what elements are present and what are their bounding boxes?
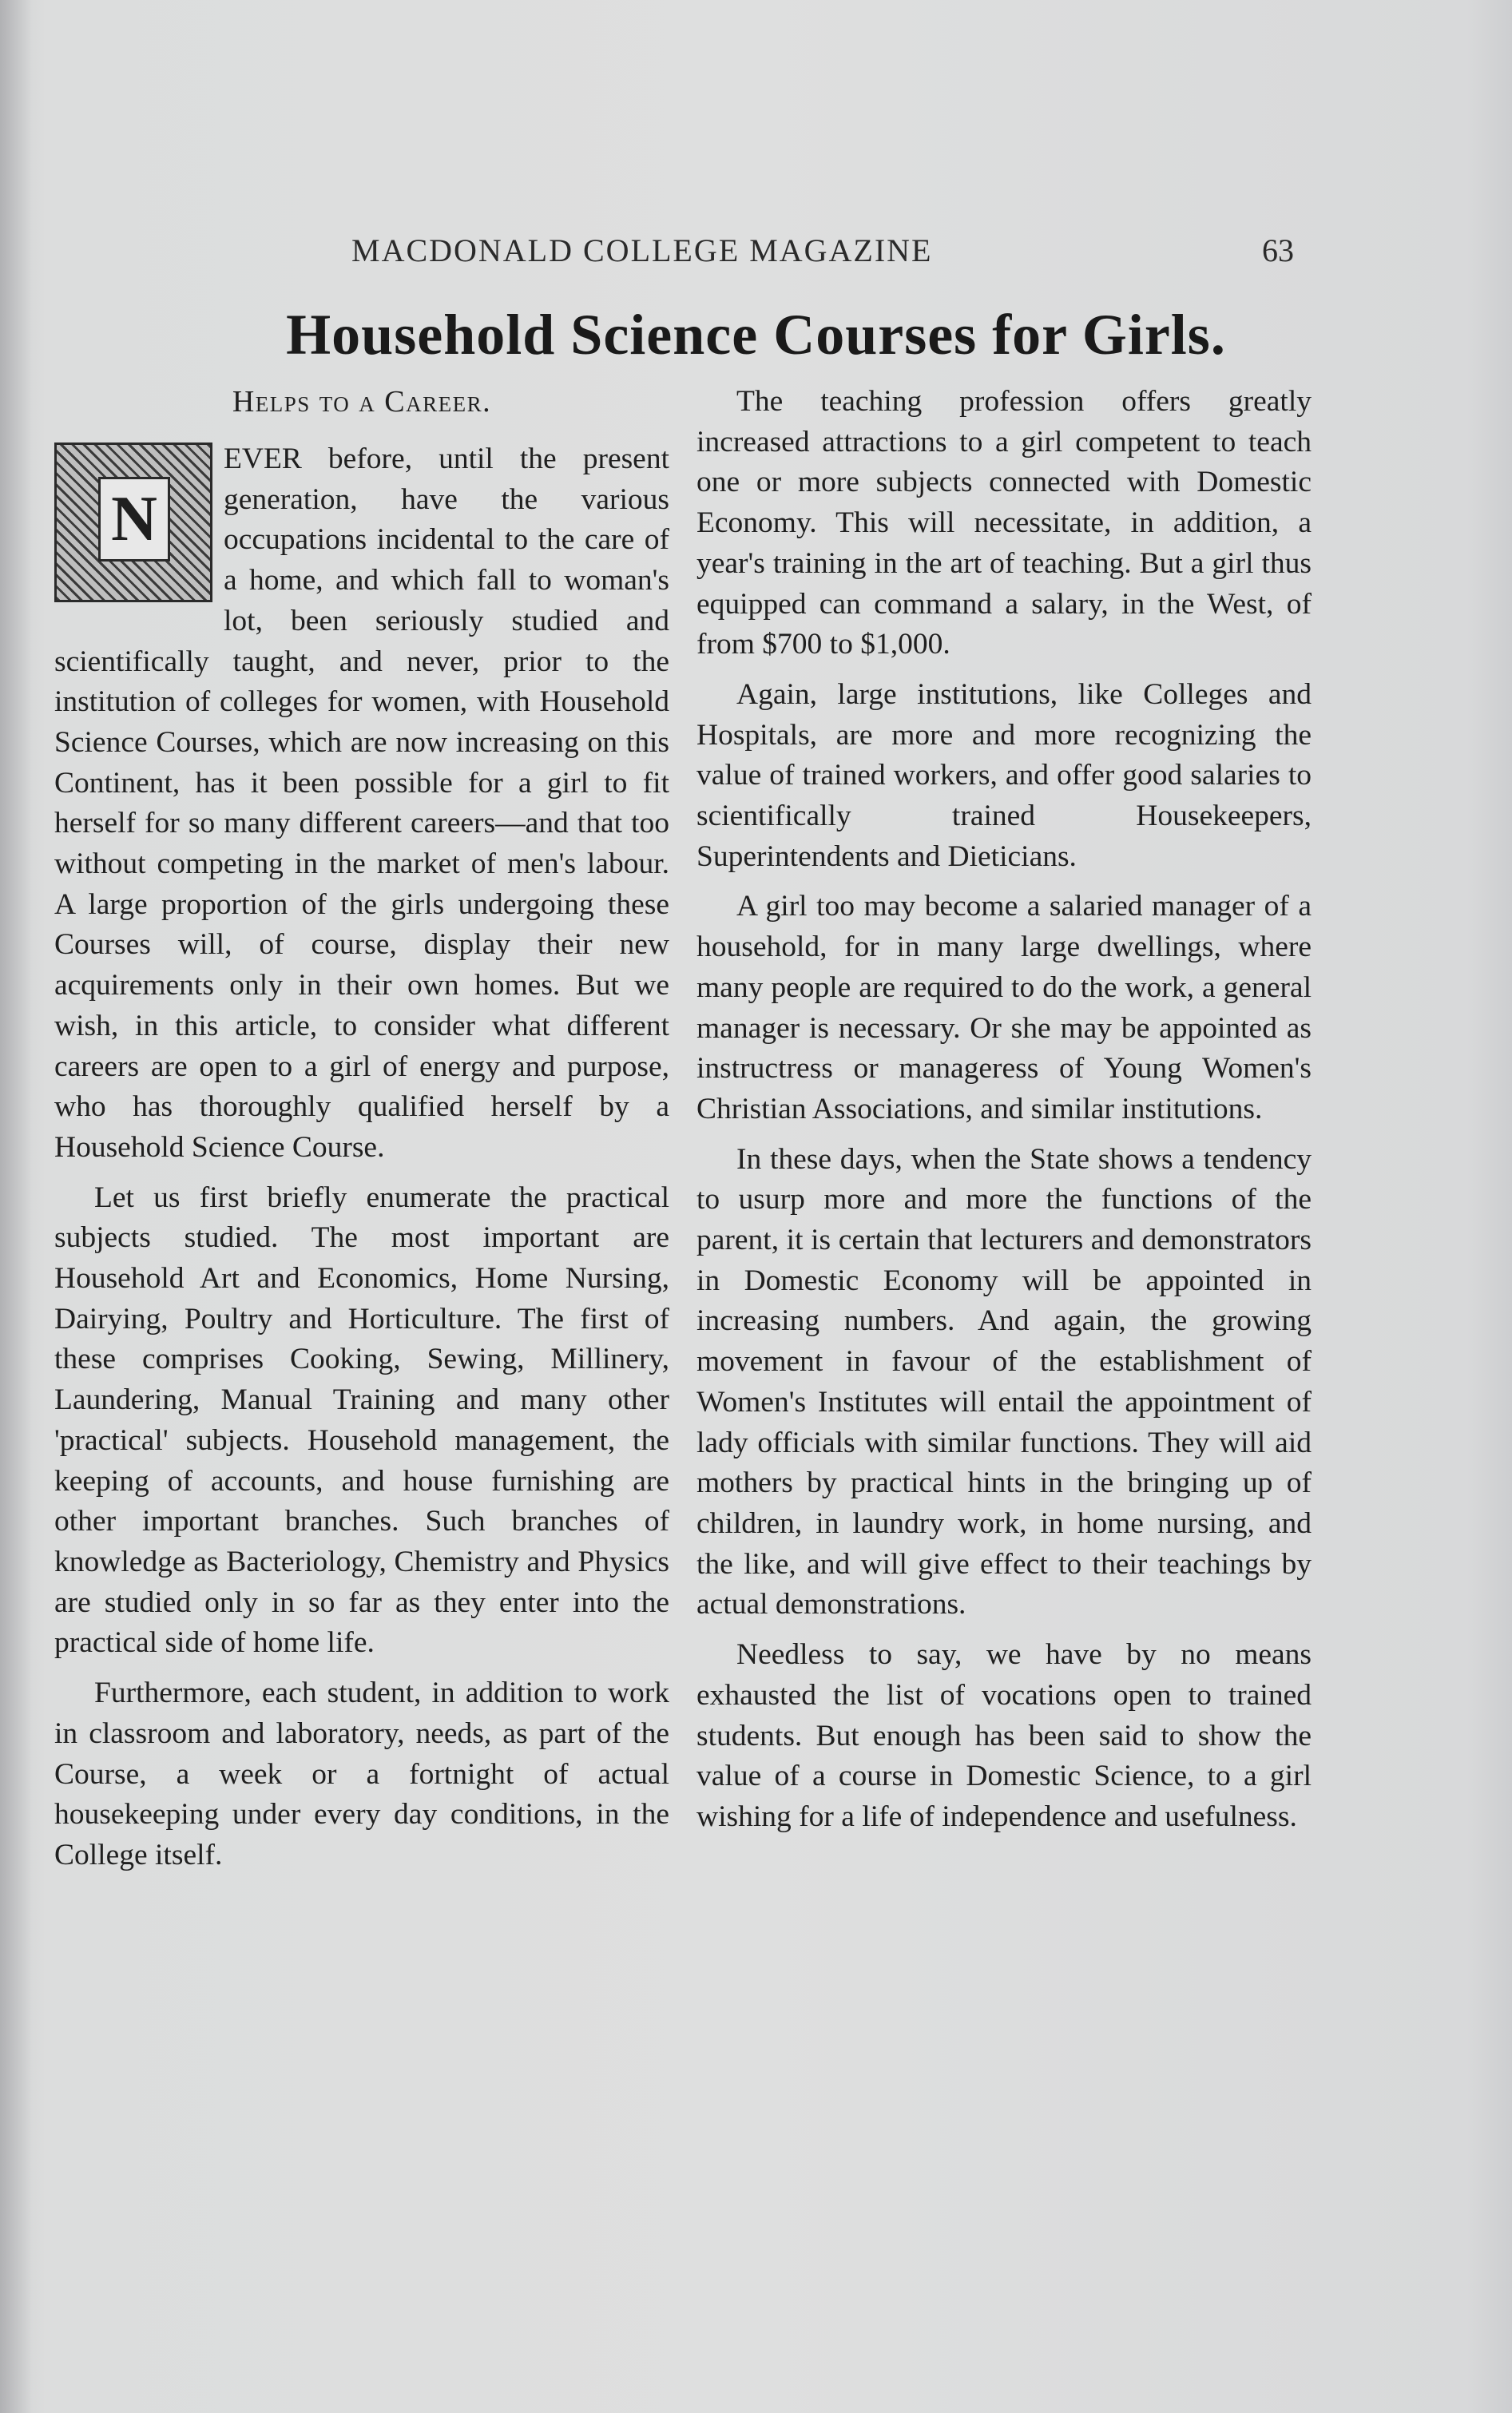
article-title: Household Science Courses for Girls. — [286, 303, 1226, 367]
paragraph: Let us first briefly enumerate the practical subjects studied. The most important are Household Art and Economics, Home Nursing, Dairying, Poultry and Horticulture. The first of these comprises Cooking, Sewing, Millinery, Laundering, Manual Training and many other 'practical' subjects. Household management, the keeping of accounts, and house furnishing are other important branches. Such branches of knowledge as Bacteriology, Chemistry and Physics are studied only in so far as they enter into the practical side of home life. — [54, 1181, 669, 1660]
paragraph: Needless to say, we have by no means exhausted the list of vocations open to trained students. But enough has been said to show the value of a course in Domestic Science, to a girl wishing for a life of independence and usefulness. — [696, 1638, 1312, 1833]
paragraph: Again, large institutions, like Colleges and Hospitals, are more and more recognizing the value of trained workers, and offer good salaries to scientifically trained Housekeepers, Superintendents and Dieticians. — [696, 677, 1312, 873]
drop-cap-letter: N — [98, 477, 170, 562]
paragraph: The teaching profession offers greatly increased attractions to a girl competent to teach one or more subjects connected with Domestic Economy. This will necessitate, in addition, a year's training in the art of teaching. But a girl thus equipped can command a salary, in the West, of from $700 to $1,000. — [696, 385, 1312, 661]
left-column — [54, 382, 669, 1876]
page-number: 63 — [1262, 232, 1294, 268]
right-column — [696, 382, 1312, 1838]
paragraph: EVER before, until the present generation, have the various occupations incidental to the care of a home, and which fall to woman's lot, been seriously studied and scientifically taught, and never, prior to the institution of colleges for women, with Household Science Courses, which are now increasing on this Continent, has it been possible for a girl to fit herself for so many different careers—and that too without competing in the market of men's labour. A large proportion of the girls undergoing these Courses will, of course, display their new acquirements only in their own homes. But we wish, in this article, to consider what different careers are open to a girl of energy and purpose, who has thoroughly qualified herself by a Household Science Course. — [54, 443, 669, 1164]
paragraph: Furthermore, each student, in addition to work in classroom and laboratory, needs, as part of the Course, a week or a fortnight of actual housekeeping under every day conditions, in the College itself. — [54, 1677, 669, 1871]
paragraph: In these days, when the State shows a tendency to usurp more and more the functions of the parent, it is certain that lecturers and demonstrators in Domestic Economy will be appointed in increasing numbers. And again, the growing movement in favour of the establishment of Women's Institutes will entail the appointment of lady officials with similar functions. They will aid mothers by practical hints in the bringing up of children, in laundry work, in home nursing, and the like, and will give effect to their teachings by actual demonstrations. — [696, 1142, 1312, 1621]
paragraph: A girl too may become a salaried manager of a household, for in many large dwellings, where many people are required to do the work, a general manager is necessary. Or she may be appointed as instructress or manageress of Young Women's Christian Associations, and similar institutions. — [696, 890, 1312, 1125]
running-head — [351, 232, 1342, 280]
running-title: MACDONALD COLLEGE MAGAZINE — [351, 232, 933, 268]
article-subheading: Helps to a Career. — [232, 385, 492, 419]
decorative-drop-cap — [54, 443, 212, 602]
